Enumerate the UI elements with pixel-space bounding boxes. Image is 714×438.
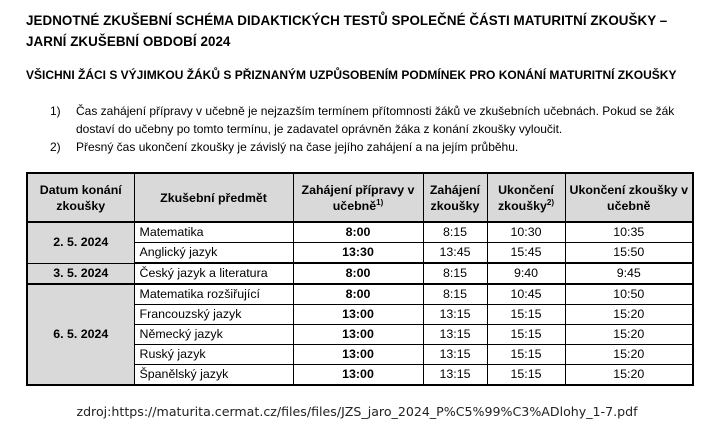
end-room-time-cell: 15:50 xyxy=(565,243,693,264)
footnote-ref: 1) xyxy=(376,197,384,207)
header-prep xyxy=(293,173,423,222)
start-time-cell: 8:15 xyxy=(423,284,487,305)
subject-cell: Ruský jazyk xyxy=(134,345,293,365)
header-start: Zahájení zkoušky xyxy=(423,173,487,222)
prep-time-cell: 13:00 xyxy=(293,305,423,325)
end-time-cell: 15:15 xyxy=(487,325,565,345)
prep-time-cell: 13:00 xyxy=(293,325,423,345)
start-time-cell: 8:15 xyxy=(423,222,487,243)
header-subject: Zkušební předmět xyxy=(134,173,293,222)
prep-time-cell: 8:00 xyxy=(293,222,423,243)
header-end xyxy=(487,173,565,222)
end-room-time-cell: 15:20 xyxy=(565,325,693,345)
prep-time-cell: 8:00 xyxy=(293,284,423,305)
end-time-cell: 9:40 xyxy=(487,263,565,284)
document-title: JEDNOTNÉ ZKUŠEBNÍ SCHÉMA DIDAKTICKÝCH TESTŮ SPOLEČNÉ ČÁSTI MATURITNÍ ZKOUŠKY – JARNÍ ZKUŠEBNÍ OBDOBÍ 2024 xyxy=(26,13,668,49)
end-room-time-cell: 15:20 xyxy=(565,365,693,386)
subject-cell: Český jazyk a literatura xyxy=(134,263,293,284)
start-time-cell: 13:15 xyxy=(423,365,487,386)
end-time-cell: 15:45 xyxy=(487,243,565,264)
subject-cell: Španělský jazyk xyxy=(134,365,293,386)
note-item xyxy=(50,102,700,138)
footnote-ref: 2) xyxy=(546,197,555,207)
end-room-time-cell: 15:20 xyxy=(565,305,693,325)
subject-cell: Francouzský jazyk xyxy=(134,305,293,325)
end-time-cell: 10:45 xyxy=(487,284,565,305)
notes-list xyxy=(50,102,700,156)
start-time-cell: 13:15 xyxy=(423,305,487,325)
table-row xyxy=(27,284,693,305)
note-text: Čas zahájení přípravy v učebně je nejzazším termínem přítomnosti žáků ve zkušebních učebnách. Pokud se žák dostaví do učebny po tomto termínu, je zadavatel oprávněn žáka z konání zkoušky vyloučit. xyxy=(76,104,675,136)
start-time-cell: 13:45 xyxy=(423,243,487,264)
end-room-time-cell: 15:20 xyxy=(565,345,693,365)
exam-date-cell: 3. 5. 2024 xyxy=(27,263,134,284)
subject-cell: Německý jazyk xyxy=(134,325,293,345)
prep-time-cell: 8:00 xyxy=(293,263,423,284)
source-caption: zdroj:https://maturita.cermat.cz/files/files/JZS_jaro_2024_P%C5%99%C3%ADlohy_1-7.pdf xyxy=(76,404,638,419)
table-header-row xyxy=(27,173,693,222)
end-time-cell: 15:15 xyxy=(487,365,565,386)
document-subtitle: VŠICHNI ŽÁCI S VÝJIMKOU ŽÁKŮ S PŘIZNANÝM UZPŮSOBENÍM PODMÍNEK PRO KONÁNÍ MATURITNÍ ZKOUŠKY xyxy=(26,68,677,82)
table-row xyxy=(27,263,693,284)
exam-date-cell: 2. 5. 2024 xyxy=(27,222,134,263)
start-time-cell: 8:15 xyxy=(423,263,487,284)
start-time-cell: 13:15 xyxy=(423,345,487,365)
header-end-room: Ukončení zkoušky v učebně xyxy=(565,173,693,222)
schedule-table xyxy=(26,172,694,386)
start-time-cell: 13:15 xyxy=(423,325,487,345)
table-row xyxy=(27,222,693,243)
note-number: 2) xyxy=(50,140,61,154)
end-time-cell: 10:30 xyxy=(487,222,565,243)
note-number: 1) xyxy=(50,104,61,118)
header-prep-label: Zahájení přípravy v učebně xyxy=(301,182,415,213)
header-end-label: Ukončení zkoušky xyxy=(497,182,554,213)
end-time-cell: 15:15 xyxy=(487,305,565,325)
end-room-time-cell: 10:35 xyxy=(565,222,693,243)
note-text: Přesný čas ukončení zkoušky je závislý na čase jejího zahájení a na jejím průběhu. xyxy=(76,140,519,154)
subject-cell: Matematika xyxy=(134,222,293,243)
end-room-time-cell: 10:50 xyxy=(565,284,693,305)
note-item xyxy=(50,138,700,156)
exam-date-cell: 6. 5. 2024 xyxy=(27,284,134,385)
header-date: Datum konání zkoušky xyxy=(27,173,134,222)
end-time-cell: 15:15 xyxy=(487,345,565,365)
subject-cell: Matematika rozšiřující xyxy=(134,284,293,305)
subject-cell: Anglický jazyk xyxy=(134,243,293,264)
end-room-time-cell: 9:45 xyxy=(565,263,693,284)
prep-time-cell: 13:00 xyxy=(293,365,423,386)
prep-time-cell: 13:00 xyxy=(293,345,423,365)
prep-time-cell: 13:30 xyxy=(293,243,423,264)
